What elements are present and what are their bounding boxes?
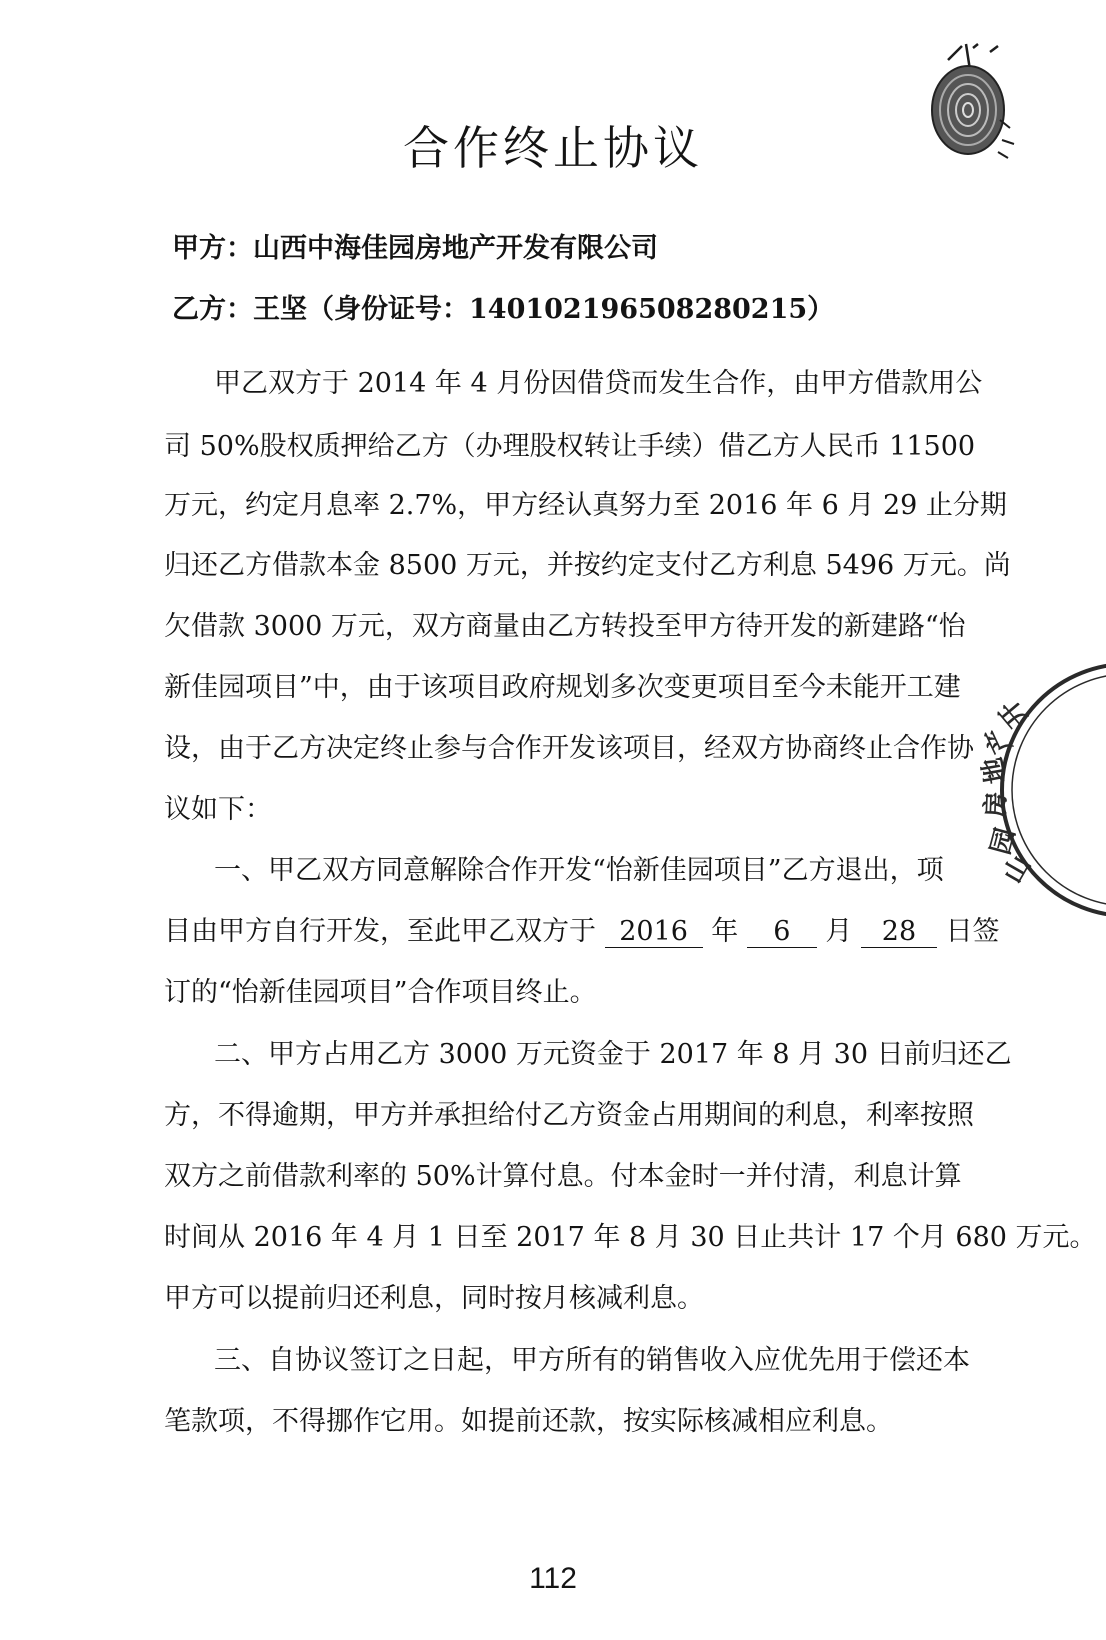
svg-text:房: 房 [981,791,1012,819]
clause-1-text: 目由甲方自行开发，至此甲乙双方于 [164,916,596,947]
day-unit: 日签 [945,916,1000,947]
clause-2-line: 时间从 2016 年 4 月 1 日至 2017 年 8 月 30 日止共计 17 个月 680 万元。 [164,1222,1097,1253]
party-a: 甲方：山西中海佳园房地产开发有限公司 [172,233,658,264]
clause-2-line: 方，不得逾期，甲方并承担给付乙方资金占用期间的利息，利率按照 [164,1100,974,1131]
svg-text:地: 地 [977,755,1012,786]
svg-text:山: 山 [998,850,1038,889]
page-number: 112 [529,1562,577,1595]
svg-text:产: 产 [980,721,1019,758]
intro-line: 议如下： [164,794,272,825]
intro-line: 归还乙方借款本金 8500 万元，并按约定支付乙方利息 5496 万元。尚 [164,550,1011,581]
svg-text:园: 园 [985,824,1022,858]
clause-1-line: 一、甲乙双方同意解除合作开发“怡新佳园项目”乙方退出，项 [214,855,944,886]
svg-text:开: 开 [993,693,1034,733]
intro-line: 欠借款 3000 万元，双方商量由乙方转投至甲方待开发的新建路“怡 [164,611,966,642]
company-seal [978,660,1106,920]
clause-1-line: 订的“怡新佳园项目”合作项目终止。 [164,977,597,1008]
clause-3-line: 笔款项，不得挪作它用。如提前还款，按实际核减相应利息。 [164,1406,893,1437]
signing-day-field: 28 [861,917,937,948]
month-unit: 月 [825,916,853,947]
intro-line: 新佳园项目”中，由于该项目政府规划多次变更项目至今未能开工建 [164,672,961,703]
intro-line: 甲乙双方于 2014 年 4 月份因借贷而发生合作，由甲方借款用公 [214,368,983,399]
intro-line: 万元，约定月息率 2.7%，甲方经认真努力至 2016 年 6 月 29 止分期 [164,490,1007,521]
clause-2-line: 二、甲方占用乙方 3000 万元资金于 2017 年 8 月 30 日前归还乙 [214,1039,1012,1070]
signing-year-field: 2016 [605,917,703,948]
clause-2-line: 双方之前借款利率的 50%计算付息。付本金时一并付清，利息计算 [164,1161,962,1192]
clause-1-signing-date-line [164,914,1000,950]
signing-month-field: 6 [747,917,817,948]
year-unit: 年 [711,916,739,947]
intro-line: 设，由于乙方决定终止参与合作开发该项目，经双方协商终止合作协 [164,733,974,764]
clause-2-line: 甲方可以提前归还利息，同时按月核减利息。 [164,1283,704,1314]
document-title: 合作终止协议 [403,121,703,175]
clause-3-line: 三、自协议签订之日起，甲方所有的销售收入应优先用于偿还本 [214,1345,970,1376]
intro-line: 司 50%股权质押给乙方（办理股权转让手续）借乙方人民币 11500 [164,431,976,462]
party-b: 乙方：王坚（身份证号：140102196508280215） [172,294,835,325]
